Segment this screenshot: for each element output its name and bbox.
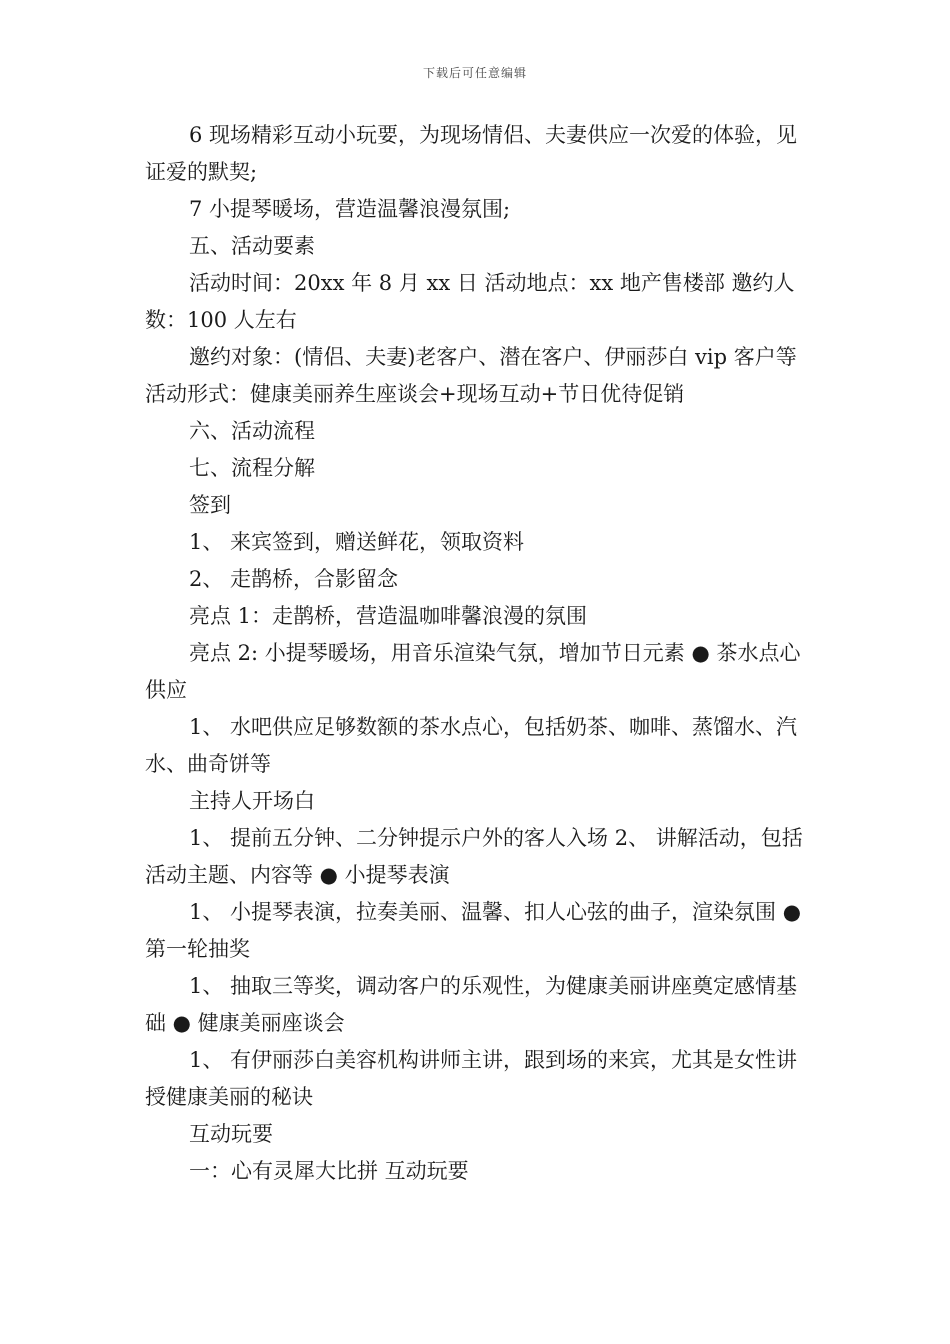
list-item: 1、 小提琴表演，拉奏美丽、温馨、扣人心弦的曲子，渲染氛围 ● 第一轮抽奖 [145,900,802,961]
section-heading: 六、活动流程 [189,419,315,443]
list-item: 1、 来宾签到，赠送鲜花，领取资料 [189,530,525,554]
list-item: 1、 水吧供应足够数额的茶水点心，包括奶茶、咖啡、蒸馏水、汽水、曲奇饼等 [145,715,798,776]
list-item: 1、 抽取三等奖，调动客户的乐观性，为健康美丽讲座奠定感情基础 ● 健康美丽座谈会 [145,974,798,1035]
page-header: 下载后可任意编辑 [422,66,527,80]
section-heading: 七、流程分解 [189,456,315,480]
paragraph: 亮点 1：走鹊桥，营造温咖啡馨浪漫的氛围 [189,604,588,628]
paragraph: 活动时间：20xx 年 8 月 xx 日 活动地点：xx 地产售楼部 邀约人数：100 人左右 [145,271,795,332]
list-item: 1、 有伊丽莎白美容机构讲师主讲，跟到场的来宾，尤其是女性讲授健康美丽的秘诀 [145,1048,798,1109]
section-heading: 五、活动要素 [189,234,315,258]
paragraph: 亮点 2: 小提琴暖场，用音乐渲染气氛，增加节日元素 ● 茶水点心供应 [145,641,801,702]
paragraph: 6 现场精彩互动小玩要，为现场情侣、夫妻供应一次爱的体验，见证爱的默契; [145,123,798,184]
paragraph: 一：心有灵犀大比拼 互动玩要 [189,1159,469,1183]
list-item: 2、 走鹊桥，合影留念 [189,567,399,591]
document-body [145,117,815,1190]
subheading: 主持人开场白 [189,789,315,813]
paragraph: 7 小提琴暖场，营造温馨浪漫氛围; [189,197,511,221]
paragraph: 邀约对象：(情侣、夫妻)老客户、潜在客户、伊丽莎白 vip 客户等 活动形式：健康美丽养生座谈会+现场互动+节日优待促销 [145,345,797,406]
subheading: 签到 [189,493,231,517]
list-item: 1、 提前五分钟、二分钟提示户外的客人入场 2、 讲解活动，包括活动主题、内容等 ● 小提琴表演 [145,826,803,887]
subheading: 互动玩要 [189,1122,273,1146]
